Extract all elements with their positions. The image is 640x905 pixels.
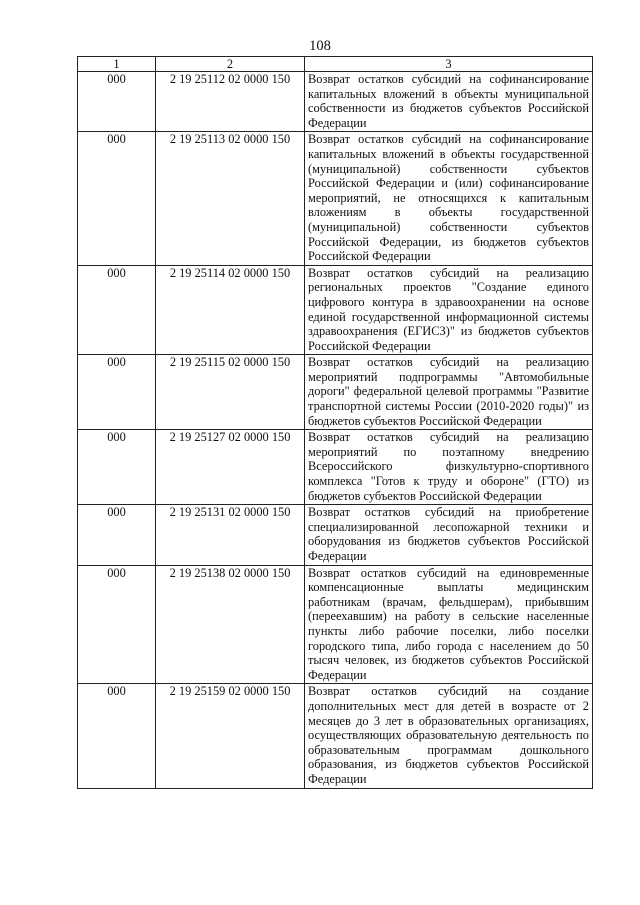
description-cell: Возврат остатков субсидий на реализацию мероприятий подпрограммы "Автомобильные дороги" федеральной целевой программы "Развитие транспортной системы России (2010-2020 годы)" из бюджетов субъектов Российской Федерации <box>305 355 593 430</box>
table-row <box>78 132 593 265</box>
admin-code-cell: 000 <box>78 505 156 565</box>
header-col-3: 3 <box>305 57 593 72</box>
admin-code-cell: 000 <box>78 565 156 684</box>
budget-classification-table <box>77 56 593 789</box>
admin-code-cell: 000 <box>78 430 156 505</box>
table-row <box>78 265 593 355</box>
description-cell: Возврат остатков субсидий на реализацию региональных проектов "Создание единого цифрового контура в здравоохранении на основе единой государственной информационной системы здравоохранения (ЕГИСЗ)" из бюджетов субъектов Российской Федерации <box>305 265 593 355</box>
admin-code-cell: 000 <box>78 72 156 132</box>
kbk-code-cell: 2 19 25138 02 0000 150 <box>156 565 305 684</box>
kbk-code-cell: 2 19 25114 02 0000 150 <box>156 265 305 355</box>
description-cell: Возврат остатков субсидий на создание дополнительных мест для детей в возрасте от 2 месяцев до 3 лет в образовательных организациях, осуществляющих образовательную деятельность по образовательным программам дошкольного образования, из бюджетов субъектов Российской Федерации <box>305 684 593 788</box>
kbk-code-cell: 2 19 25131 02 0000 150 <box>156 505 305 565</box>
table-row <box>78 565 593 684</box>
admin-code-cell: 000 <box>78 132 156 265</box>
table-row <box>78 505 593 565</box>
kbk-code-cell: 2 19 25112 02 0000 150 <box>156 72 305 132</box>
table-header <box>78 57 593 72</box>
description-cell: Возврат остатков субсидий на реализацию мероприятий по поэтапному внедрению Всероссийского физкультурно-спортивного комплекса "Готов к труду и обороне" (ГТО) из бюджетов субъектов Российской Федерации <box>305 430 593 505</box>
kbk-code-cell: 2 19 25159 02 0000 150 <box>156 684 305 788</box>
header-col-2: 2 <box>156 57 305 72</box>
admin-code-cell: 000 <box>78 265 156 355</box>
kbk-code-cell: 2 19 25115 02 0000 150 <box>156 355 305 430</box>
admin-code-cell: 000 <box>78 684 156 788</box>
table-body <box>78 72 593 789</box>
header-col-1: 1 <box>78 57 156 72</box>
page-number: 108 <box>309 38 331 54</box>
kbk-code-cell: 2 19 25113 02 0000 150 <box>156 132 305 265</box>
table-row <box>78 430 593 505</box>
description-cell: Возврат остатков субсидий на софинансирование капитальных вложений в объекты муниципальной собственности из бюджетов субъектов Российской Федерации <box>305 72 593 132</box>
table-row <box>78 72 593 132</box>
header-row <box>78 57 593 72</box>
description-cell: Возврат остатков субсидий на приобретение специализированной лесопожарной техники и оборудования из бюджетов субъектов Российской Федерации <box>305 505 593 565</box>
kbk-code-cell: 2 19 25127 02 0000 150 <box>156 430 305 505</box>
admin-code-cell: 000 <box>78 355 156 430</box>
description-cell: Возврат остатков субсидий на единовременные компенсационные выплаты медицинским работникам (врачам, фельдшерам), прибывшим (переехавшим) на работу в сельские населенные пункты либо рабочие поселки, либо поселки городского типа, либо города с населением до 50 тысяч человек, из бюджетов субъектов Российской Федерации <box>305 565 593 684</box>
table-row <box>78 355 593 430</box>
description-cell: Возврат остатков субсидий на софинансирование капитальных вложений в объекты государственной (муниципальной) собственности субъектов Российской Федерации и (или) софинансирование мероприятий, не относящихся к капитальным вложениям в объекты государственной (муниципальной) собственности субъектов Российской Федерации, из бюджетов субъектов Российской Федерации <box>305 132 593 265</box>
table-row <box>78 684 593 788</box>
